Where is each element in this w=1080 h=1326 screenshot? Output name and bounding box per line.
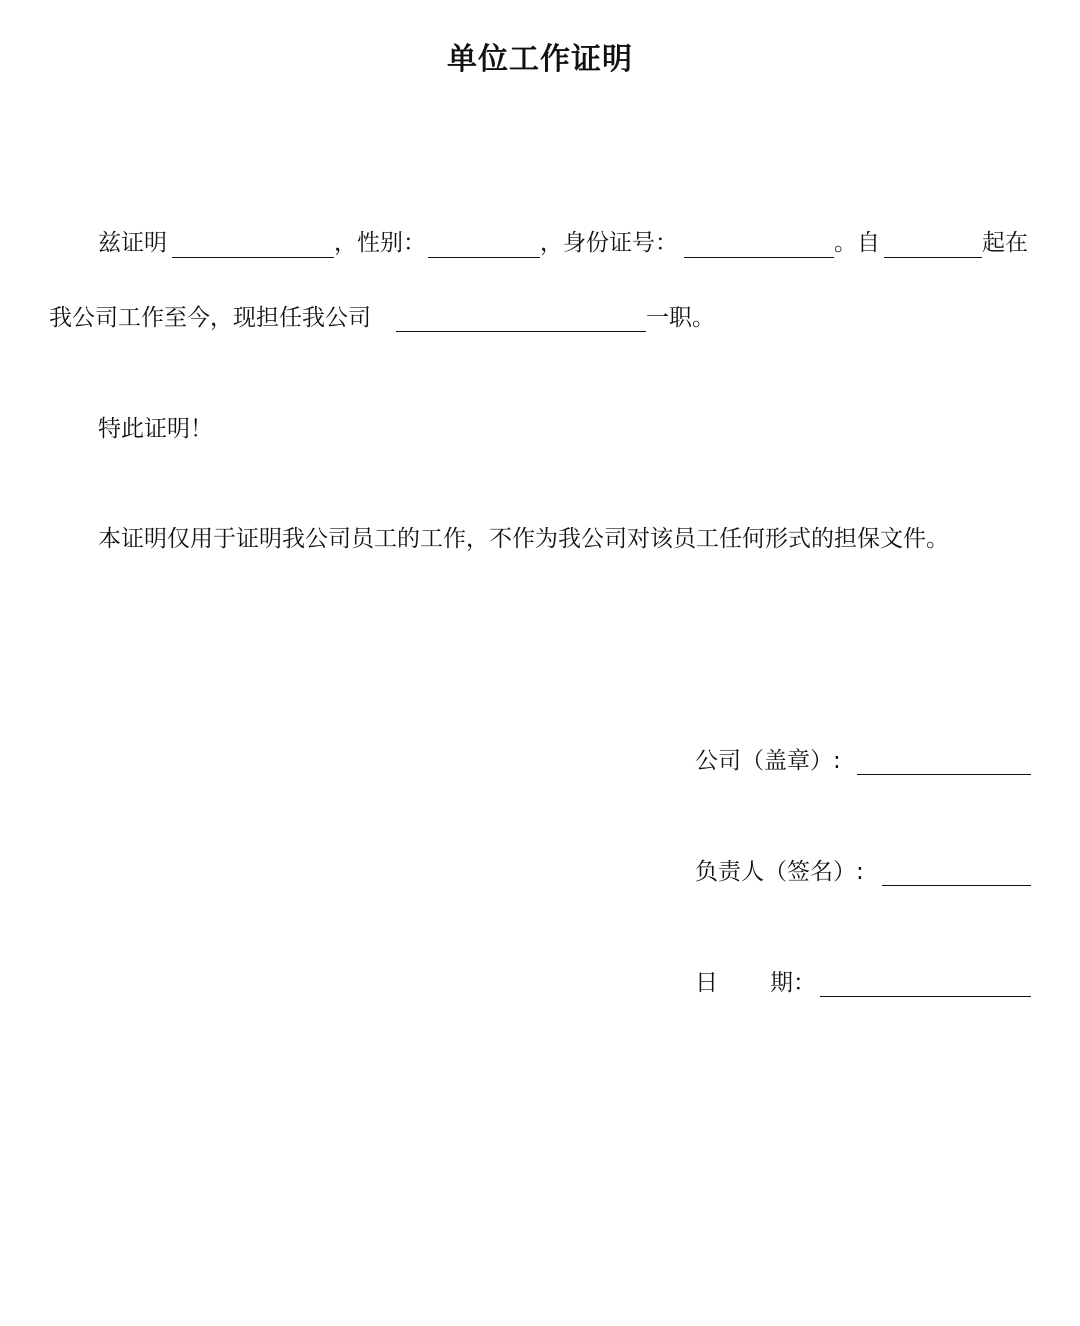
company-seal-label: 公司（盖章）: <box>695 748 841 774</box>
gender-blank[interactable] <box>428 257 540 258</box>
start-date-blank[interactable] <box>884 257 982 258</box>
date-blank[interactable] <box>820 996 1031 997</box>
text-current-position: 我公司工作至今，现担任我公司 <box>49 305 371 331</box>
text-gender: ，性别： <box>334 230 426 256</box>
date-label-day: 日 <box>695 970 718 996</box>
text-qizai: 起在 <box>982 230 1028 256</box>
responsible-person-blank[interactable] <box>882 885 1031 886</box>
responsible-person-label: 负责人（签名）: <box>695 859 864 885</box>
text-zizhengming: 兹证明 <box>98 230 167 256</box>
name-blank[interactable] <box>172 257 334 258</box>
paragraph-1-line-2 <box>0 303 1080 333</box>
text-hereby-certify: 特此证明！ <box>98 416 213 442</box>
text-id-number: ，身份证号： <box>540 230 678 256</box>
text-since: 。自 <box>834 230 880 256</box>
company-seal-blank[interactable] <box>857 774 1031 775</box>
document-title: 单位工作证明 <box>447 42 633 77</box>
date-label-period: 期： <box>770 970 816 996</box>
position-blank[interactable] <box>396 331 646 332</box>
text-disclaimer: 本证明仅用于证明我公司员工的工作，不作为我公司对该员工任何形式的担保文件。 <box>98 526 949 552</box>
text-yizhi: 一职。 <box>646 305 715 331</box>
paragraph-1-line-1 <box>0 228 1080 258</box>
id-number-blank[interactable] <box>684 257 834 258</box>
